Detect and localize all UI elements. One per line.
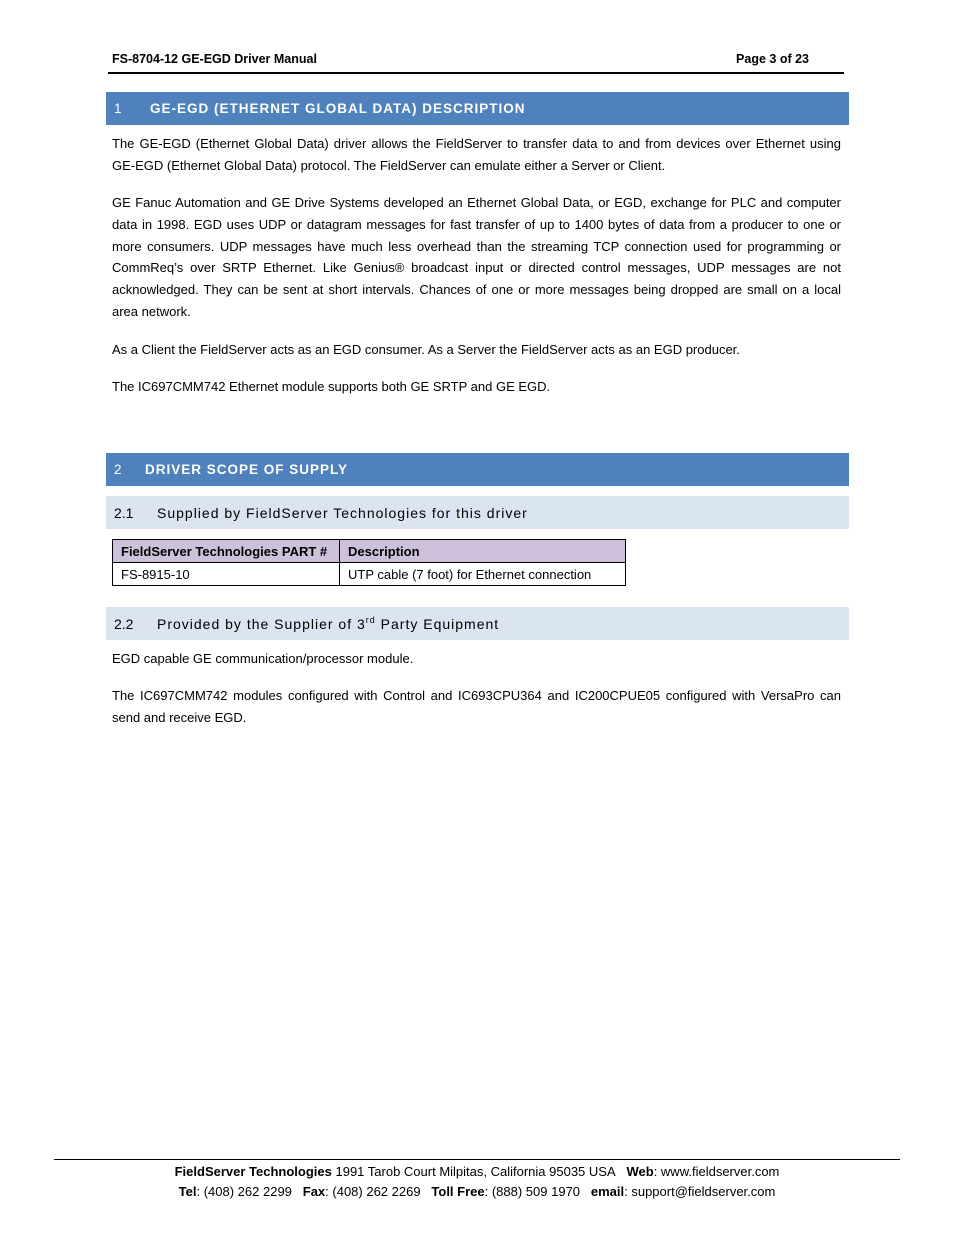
section-2-heading	[106, 453, 849, 486]
section-2-2-paragraph-1: EGD capable GE communication/processor module.	[112, 651, 414, 666]
subsection-2-2-title-before: Provided by the Supplier of 3	[157, 616, 366, 632]
section-2-title: DRIVER SCOPE OF SUPPLY	[145, 462, 349, 477]
section-2-2-paragraph-2: The IC697CMM742 modules configured with Control and IC693CPU364 and IC200CPUE05 configured with VersaPro can send and receive EGD.	[112, 688, 841, 725]
section-1-title: GE-EGD (ETHERNET GLOBAL DATA) DESCRIPTION	[150, 101, 526, 116]
section-1-number: 1	[114, 101, 123, 116]
subsection-2-2-heading	[106, 607, 849, 640]
parts-table	[112, 539, 626, 586]
document-title: FS-8704-12 GE-EGD Driver Manual	[112, 52, 317, 66]
footer-tollfree-value: : (888) 509 1970	[484, 1183, 581, 1199]
footer-email-value: : support@fieldserver.com	[624, 1183, 776, 1199]
footer-web-label: Web	[626, 1164, 654, 1179]
footer-tel-label: Tel	[178, 1183, 197, 1199]
table-row	[113, 563, 626, 586]
page-number: Page 3 of 23	[736, 52, 809, 66]
footer-line-1	[54, 1162, 900, 1182]
footer-address: 1991 Tarob Court Milpitas, California 95035 USA	[331, 1164, 616, 1179]
subsection-2-2-title-superscript: rd	[365, 615, 376, 625]
footer-fax-value: : (408) 262 2269	[325, 1183, 421, 1199]
table-header-description: Description	[340, 540, 626, 563]
subsection-2-2-title	[157, 615, 499, 632]
footer-tel-value: : (408) 262 2299	[196, 1183, 292, 1199]
table-header-row	[113, 540, 626, 563]
subsection-2-1-heading	[106, 496, 849, 529]
table-cell-part: FS-8915-10	[113, 563, 340, 586]
subsection-2-1-number: 2.1	[114, 504, 134, 521]
footer-email-label: email	[590, 1183, 625, 1199]
table-header-part: FieldServer Technologies PART #	[113, 540, 340, 563]
page-footer	[54, 1162, 900, 1201]
section-1-heading	[106, 92, 849, 125]
footer-company: FieldServer Technologies	[174, 1164, 332, 1179]
table-cell-description: UTP cable (7 foot) for Ethernet connection	[340, 563, 626, 586]
footer-fax-label: Fax	[302, 1183, 326, 1199]
footer-divider	[54, 1159, 900, 1160]
footer-web-value: : www.fieldserver.com	[653, 1164, 780, 1179]
page-header	[112, 52, 809, 66]
subsection-2-2-number: 2.2	[114, 615, 134, 632]
section-1-paragraph-2: GE Fanuc Automation and GE Drive Systems developed an Ethernet Global Data, or EGD, exchange for PLC and computer data in 1998. EGD uses UDP or datagram messages for fast transfer of up to 1400 bytes of data from a producer to one or more consumers. UDP messages have much less overhead than the streaming TCP connection used for programming or CommReq’s over SRTP Ethernet. Like Genius® broadcast input or directed control messages, UDP messages are not acknowledged. They can be sent at short intervals. Chances of one or more messages being dropped are small on a local area network.	[112, 195, 841, 319]
section-2-number: 2	[114, 462, 123, 477]
section-1-paragraph-4: The IC697CMM742 Ethernet module supports both GE SRTP and GE EGD.	[112, 379, 551, 394]
footer-line-2	[54, 1182, 900, 1202]
section-1-paragraph-1: The GE-EGD (Ethernet Global Data) driver allows the FieldServer to transfer data to and from devices over Ethernet using GE-EGD (Ethernet Global Data) protocol. The FieldServer can emulate either a Server or Client.	[112, 136, 841, 173]
subsection-2-1-title: Supplied by FieldServer Technologies for this driver	[157, 504, 528, 521]
section-1-paragraph-3: As a Client the FieldServer acts as an EGD consumer. As a Server the FieldServer acts as an EGD producer.	[112, 342, 740, 357]
footer-tollfree-label: Toll Free	[431, 1183, 485, 1199]
subsection-2-2-title-after: Party Equipment	[375, 616, 500, 632]
header-divider	[108, 72, 844, 74]
